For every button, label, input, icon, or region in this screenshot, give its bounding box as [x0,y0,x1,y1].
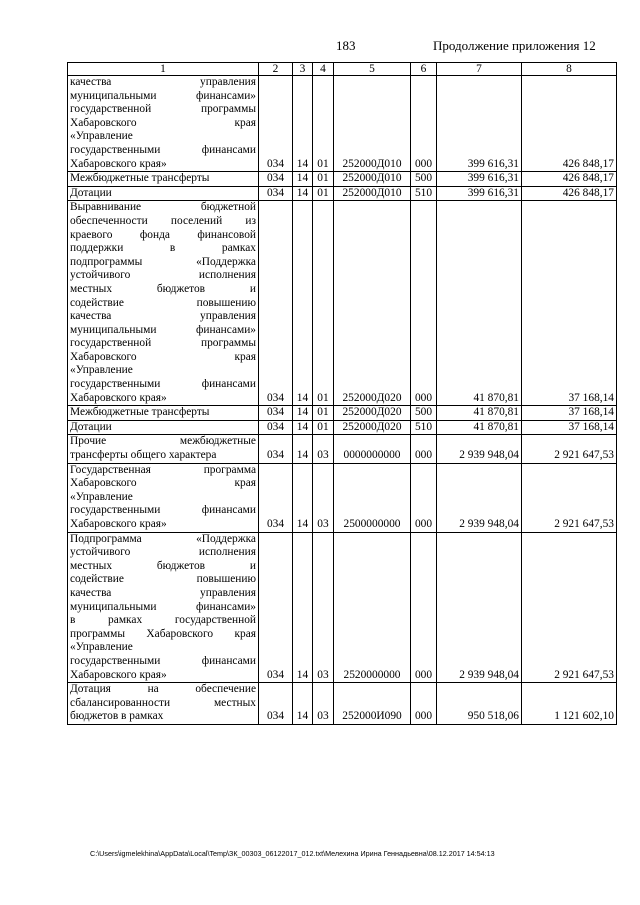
expenditure-name-line: государственными финансами [70,143,256,156]
expense-type-cell: 000 [411,435,437,463]
expenditure-name-line: «Управление [70,641,133,654]
expense-type-cell: 510 [411,420,437,435]
section-code-cell: 14 [293,463,313,532]
section-code-cell: 14 [293,435,313,463]
amount-year-2-cell: 37 168,14 [522,406,617,421]
table-row [68,463,617,532]
expense-type-cell: 500 [411,172,437,187]
column-header: 4 [313,63,334,76]
expense-type-cell: 000 [411,532,437,683]
section-code-cell: 14 [293,532,313,683]
table-body [68,76,617,725]
expenditure-name-line: качества управления [70,586,256,599]
expenditure-name-line: обеспеченности поселений из [70,214,256,227]
amount-year-2-cell: 2 921 647,53 [522,463,617,532]
amount-year-1-cell: 2 939 948,04 [437,435,522,463]
expenditure-name-line: «Управление [70,490,133,503]
subsection-code-cell: 01 [313,420,334,435]
expenditure-name-line: бюджетов в рамках [70,710,164,723]
table-row [68,76,617,172]
expenditure-name-cell [68,532,259,683]
table-row [68,683,617,725]
amount-year-1-cell: 41 870,81 [437,201,522,406]
expenditure-name-line: муниципальными финансами» [70,89,256,102]
expenditure-name-cell [68,186,259,201]
expenditure-name-line: устойчивого исполнения [70,546,256,559]
section-code-cell: 14 [293,201,313,406]
expenditure-name-line: местных бюджетов и [70,559,256,572]
expenditure-name-line: Дотации [70,186,112,199]
target-article-cell: 252000И090 [334,683,411,725]
expenditure-name-line: государственной программы [70,103,256,116]
expenditure-name-line: Хабаровского края [70,477,256,490]
expenditure-name-line: Хабаровского края» [70,518,167,530]
ministry-code-cell: 034 [259,406,293,421]
target-article-cell: 0000000000 [334,435,411,463]
amount-year-2-cell: 426 848,17 [522,76,617,172]
section-code-cell: 14 [293,172,313,187]
expenditure-name-line: Дотации [70,420,112,433]
expenditure-name-line: Межбюджетные трансферты [70,406,210,419]
amount-year-2-cell: 2 921 647,53 [522,532,617,683]
target-article-cell: 2520000000 [334,532,411,683]
expenditure-name-cell [68,683,259,725]
expense-type-cell: 000 [411,683,437,725]
expenditure-name-line: муниципальными финансами» [70,600,256,613]
budget-table [67,62,617,725]
column-header: 5 [334,63,411,76]
expenditure-name-line: качества управления [70,76,256,88]
amount-year-2-cell: 37 168,14 [522,420,617,435]
appendix-continuation-label: Продолжение приложения 12 [433,38,596,53]
ministry-code-cell: 034 [259,76,293,172]
expense-type-cell: 500 [411,406,437,421]
table-row [68,420,617,435]
section-code-cell: 14 [293,406,313,421]
subsection-code-cell: 03 [313,532,334,683]
expense-type-cell: 000 [411,463,437,532]
column-header: 2 [259,63,293,76]
expenditure-name-line: Государственная программа [70,463,256,476]
amount-year-1-cell: 399 616,31 [437,172,522,187]
expenditure-name-line: Выравнивание бюджетной [70,201,256,214]
target-article-cell: 252000Д020 [334,406,411,421]
expenditure-name-line: Подпрограмма «Поддержка [70,532,256,545]
expenditure-name-line: сбалансированности местных [70,696,256,709]
expenditure-name-line: содействие повышению [70,296,256,309]
ministry-code-cell: 034 [259,172,293,187]
ministry-code-cell: 034 [259,201,293,406]
expenditure-name-line: содействие повышению [70,573,256,586]
table-row [68,201,617,406]
table-row [68,406,617,421]
expenditure-name-line: Прочие межбюджетные [70,435,256,448]
expenditure-name-line: программы Хабаровского края [70,627,256,640]
column-header: 7 [437,63,522,76]
expenditure-name-line: в рамках государственной [70,614,256,627]
expenditure-name-line: Межбюджетные трансферты [70,172,210,185]
table-header-row [68,63,617,76]
amount-year-2-cell: 1 121 602,10 [522,683,617,725]
ministry-code-cell: 034 [259,532,293,683]
ministry-code-cell: 034 [259,683,293,725]
column-header: 6 [411,63,437,76]
expenditure-name-cell [68,463,259,532]
expenditure-name-line: трансферты общего характера [70,449,217,462]
amount-year-1-cell: 2 939 948,04 [437,463,522,532]
expenditure-name-cell [68,435,259,463]
column-header: 3 [293,63,313,76]
amount-year-1-cell: 950 518,06 [437,683,522,725]
expenditure-name-line: Хабаровского края [70,116,256,129]
table-row [68,435,617,463]
column-header: 8 [522,63,617,76]
amount-year-2-cell: 37 168,14 [522,201,617,406]
expenditure-name-line: государственными финансами [70,654,256,667]
subsection-code-cell: 01 [313,172,334,187]
expense-type-cell: 000 [411,76,437,172]
expenditure-name-line: подпрограммы «Поддержка [70,255,256,268]
ministry-code-cell: 034 [259,435,293,463]
table-row [68,186,617,201]
subsection-code-cell: 01 [313,76,334,172]
subsection-code-cell: 01 [313,201,334,406]
subsection-code-cell: 03 [313,435,334,463]
section-code-cell: 14 [293,76,313,172]
amount-year-2-cell: 2 921 647,53 [522,435,617,463]
section-code-cell: 14 [293,420,313,435]
subsection-code-cell: 03 [313,683,334,725]
expenditure-name-line: государственными финансами [70,504,256,517]
amount-year-1-cell: 41 870,81 [437,420,522,435]
expenditure-name-line: поддержки в рамках [70,242,256,255]
target-article-cell: 252000Д010 [334,76,411,172]
target-article-cell: 252000Д020 [334,201,411,406]
target-article-cell: 2500000000 [334,463,411,532]
section-code-cell: 14 [293,683,313,725]
amount-year-1-cell: 399 616,31 [437,76,522,172]
ministry-code-cell: 034 [259,186,293,201]
expenditure-name-cell [68,420,259,435]
expense-type-cell: 000 [411,201,437,406]
document-path-footer: C:\Users\igmelekhina\AppData\Local\Temp\ЗК_00303_06122017_012.txt\Мелехина Ирина Геннадьевна\08.12.2017 14:54:13 [90,849,495,858]
target-article-cell: 252000Д010 [334,172,411,187]
section-code-cell: 14 [293,186,313,201]
subsection-code-cell: 01 [313,406,334,421]
expenditure-name-line: государственной программы [70,337,256,350]
expenditure-name-line: Хабаровского края [70,350,256,363]
target-article-cell: 252000Д020 [334,420,411,435]
subsection-code-cell: 03 [313,463,334,532]
expenditure-name-line: устойчивого исполнения [70,269,256,282]
expenditure-name-line: Дотация на обеспечение [70,683,256,696]
expenditure-name-cell [68,76,259,172]
expenditure-name-line: государственными финансами [70,378,256,391]
amount-year-2-cell: 426 848,17 [522,186,617,201]
expenditure-name-line: Хабаровского края» [70,668,167,681]
table-row [68,172,617,187]
ministry-code-cell: 034 [259,463,293,532]
expenditure-name-cell [68,406,259,421]
expenditure-name-line: Хабаровского края» [70,157,167,170]
expenditure-name-line: «Управление [70,364,133,377]
page-number: 183 [336,38,356,53]
amount-year-2-cell: 426 848,17 [522,172,617,187]
expenditure-name-line: местных бюджетов и [70,282,256,295]
expense-type-cell: 510 [411,186,437,201]
amount-year-1-cell: 2 939 948,04 [437,532,522,683]
amount-year-1-cell: 41 870,81 [437,406,522,421]
expenditure-name-line: «Управление [70,130,133,143]
table-row [68,532,617,683]
subsection-code-cell: 01 [313,186,334,201]
expenditure-name-cell [68,201,259,406]
column-header: 1 [68,63,259,76]
amount-year-1-cell: 399 616,31 [437,186,522,201]
expenditure-name-cell [68,172,259,187]
ministry-code-cell: 034 [259,420,293,435]
target-article-cell: 252000Д010 [334,186,411,201]
expenditure-name-line: краевого фонда финансовой [70,228,256,241]
expenditure-name-line: муниципальными финансами» [70,323,256,336]
expenditure-name-line: Хабаровского края» [70,391,167,404]
expenditure-name-line: качества управления [70,310,256,323]
